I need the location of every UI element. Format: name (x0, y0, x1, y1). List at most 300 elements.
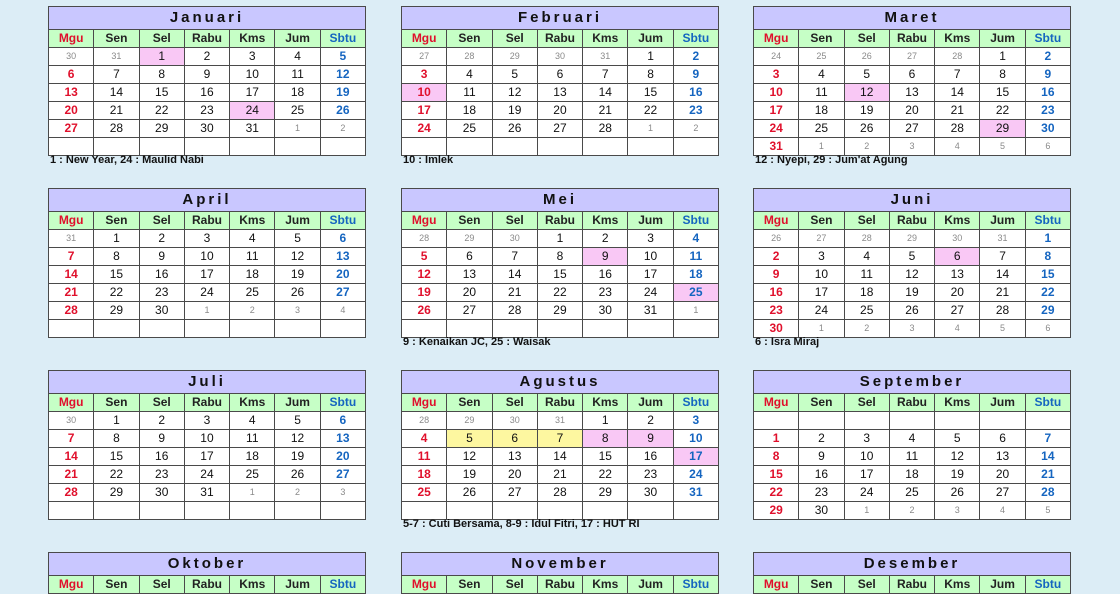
day-cell (184, 138, 229, 156)
holiday-note: 6 : Isra Miraj (755, 336, 820, 348)
day-cell: 20 (320, 448, 365, 466)
day-cell: 22 (754, 484, 799, 502)
day-cell: 13 (320, 430, 365, 448)
month-title: Februari (402, 7, 719, 30)
day-cell (402, 502, 447, 520)
day-cell: 1 (754, 430, 799, 448)
day-cell: 22 (94, 466, 139, 484)
day-cell (49, 502, 94, 520)
day-header: Sen (799, 30, 844, 48)
day-cell (1025, 412, 1070, 430)
day-header: Sen (447, 212, 492, 230)
day-cell: 1 (1025, 230, 1070, 248)
day-cell (492, 502, 537, 520)
day-cell: 23 (799, 484, 844, 502)
day-cell: 19 (844, 102, 889, 120)
day-header: Jum (980, 576, 1025, 594)
day-cell: 19 (889, 284, 934, 302)
day-header: Mgu (754, 576, 799, 594)
day-cell: 19 (275, 266, 320, 284)
day-cell: 17 (402, 102, 447, 120)
day-cell: 18 (673, 266, 718, 284)
day-cell: 27 (320, 466, 365, 484)
day-header: Kms (583, 30, 628, 48)
day-cell: 28 (49, 302, 94, 320)
month-september (753, 370, 1071, 520)
holiday-day-cell: 6 (492, 430, 537, 448)
day-cell: 23 (628, 466, 673, 484)
day-cell (184, 502, 229, 520)
day-cell: 11 (230, 248, 275, 266)
day-cell: 21 (935, 102, 980, 120)
day-cell: 18 (230, 448, 275, 466)
day-cell (94, 138, 139, 156)
day-cell: 19 (275, 448, 320, 466)
week-row (402, 430, 719, 448)
day-cell: 10 (184, 248, 229, 266)
day-cell: 24 (402, 120, 447, 138)
day-cell: 6 (320, 412, 365, 430)
day-cell: 29 (139, 120, 184, 138)
holiday-day-cell: 25 (673, 284, 718, 302)
day-cell: 30 (139, 302, 184, 320)
month-table (401, 6, 719, 156)
week-row (49, 230, 366, 248)
day-cell: 12 (889, 266, 934, 284)
day-cell: 24 (754, 48, 799, 66)
day-cell: 25 (799, 48, 844, 66)
week-row (402, 412, 719, 430)
day-cell: 31 (537, 412, 582, 430)
day-cell: 10 (184, 430, 229, 448)
day-cell: 23 (754, 302, 799, 320)
day-cell (583, 138, 628, 156)
day-header: Jum (628, 576, 673, 594)
day-cell (447, 138, 492, 156)
day-cell: 23 (139, 284, 184, 302)
month-title: Agustus (402, 371, 719, 394)
day-header: Rabu (889, 30, 934, 48)
day-cell: 3 (402, 66, 447, 84)
day-header: Sen (94, 212, 139, 230)
day-cell: 28 (980, 302, 1025, 320)
month-title: Maret (754, 7, 1071, 30)
day-cell (583, 502, 628, 520)
day-cell: 29 (447, 230, 492, 248)
day-cell: 3 (184, 230, 229, 248)
day-cell: 25 (447, 120, 492, 138)
day-header: Kms (583, 576, 628, 594)
day-cell (184, 320, 229, 338)
day-cell (139, 502, 184, 520)
week-row (402, 320, 719, 338)
day-header: Rabu (537, 30, 582, 48)
day-cell: 2 (844, 320, 889, 338)
day-cell: 5 (980, 320, 1025, 338)
day-header: Jum (628, 394, 673, 412)
day-header: Rabu (537, 576, 582, 594)
day-cell: 25 (230, 284, 275, 302)
day-cell: 3 (889, 320, 934, 338)
day-cell: 22 (94, 284, 139, 302)
day-cell: 4 (799, 66, 844, 84)
day-cell: 7 (49, 248, 94, 266)
day-cell: 7 (49, 430, 94, 448)
day-header: Sbtu (1025, 394, 1070, 412)
week-row (402, 266, 719, 284)
day-cell: 4 (980, 502, 1025, 520)
day-cell: 31 (49, 230, 94, 248)
day-cell (980, 412, 1025, 430)
day-cell: 16 (754, 284, 799, 302)
day-header: Sbtu (320, 30, 365, 48)
month-april (48, 188, 366, 338)
day-cell: 2 (139, 412, 184, 430)
day-cell: 29 (889, 230, 934, 248)
day-cell: 30 (1025, 120, 1070, 138)
day-cell: 2 (184, 48, 229, 66)
day-cell: 30 (139, 484, 184, 502)
month-title: September (754, 371, 1071, 394)
day-cell: 28 (1025, 484, 1070, 502)
day-cell: 27 (799, 230, 844, 248)
day-cell: 27 (889, 120, 934, 138)
month-table (401, 188, 719, 338)
day-header: Kms (583, 212, 628, 230)
day-cell (754, 412, 799, 430)
day-cell: 27 (49, 120, 94, 138)
day-cell: 5 (320, 48, 365, 66)
day-header: Kms (935, 576, 980, 594)
day-header: Mgu (402, 576, 447, 594)
day-cell: 3 (230, 48, 275, 66)
day-cell: 16 (1025, 84, 1070, 102)
day-header: Sen (94, 30, 139, 48)
day-cell: 9 (754, 266, 799, 284)
day-cell (275, 138, 320, 156)
day-cell: 17 (184, 266, 229, 284)
day-cell: 2 (889, 502, 934, 520)
day-cell: 4 (447, 66, 492, 84)
month-januari (48, 6, 366, 156)
day-cell: 26 (754, 230, 799, 248)
day-cell (492, 138, 537, 156)
day-cell: 11 (889, 448, 934, 466)
day-header: Jum (275, 576, 320, 594)
day-header: Sen (447, 394, 492, 412)
day-cell: 17 (799, 284, 844, 302)
day-header: Mgu (402, 394, 447, 412)
day-cell: 26 (447, 484, 492, 502)
day-cell: 18 (889, 466, 934, 484)
day-cell: 6 (447, 248, 492, 266)
day-cell: 6 (980, 430, 1025, 448)
day-cell: 21 (980, 284, 1025, 302)
week-row (754, 412, 1071, 430)
day-cell: 14 (492, 266, 537, 284)
day-cell: 2 (275, 484, 320, 502)
day-cell: 21 (49, 466, 94, 484)
day-header: Sen (799, 212, 844, 230)
day-cell: 5 (935, 430, 980, 448)
day-header: Rabu (889, 394, 934, 412)
month-juli (48, 370, 366, 520)
day-cell: 9 (184, 66, 229, 84)
day-cell: 30 (935, 230, 980, 248)
day-cell (628, 138, 673, 156)
day-cell: 16 (673, 84, 718, 102)
day-cell: 2 (673, 48, 718, 66)
holiday-note: 12 : Nyepi, 29 : Jum'at Agung (755, 154, 908, 166)
day-cell: 10 (230, 66, 275, 84)
day-cell: 27 (492, 484, 537, 502)
day-cell: 17 (754, 102, 799, 120)
day-cell: 15 (94, 266, 139, 284)
day-cell (139, 320, 184, 338)
month-table (753, 188, 1071, 338)
day-cell: 16 (799, 466, 844, 484)
day-cell: 8 (1025, 248, 1070, 266)
week-row (49, 266, 366, 284)
day-cell: 8 (628, 66, 673, 84)
day-cell: 14 (1025, 448, 1070, 466)
day-cell: 9 (139, 248, 184, 266)
day-cell: 27 (935, 302, 980, 320)
day-cell: 4 (230, 230, 275, 248)
day-header: Kms (583, 394, 628, 412)
day-cell: 20 (49, 102, 94, 120)
day-cell: 6 (1025, 320, 1070, 338)
day-cell (673, 502, 718, 520)
month-title: Desember (754, 553, 1071, 576)
month-title: Oktober (49, 553, 366, 576)
week-row (754, 120, 1071, 138)
day-cell: 12 (275, 430, 320, 448)
day-cell: 21 (94, 102, 139, 120)
day-cell: 1 (184, 302, 229, 320)
day-cell: 6 (49, 66, 94, 84)
week-row (49, 320, 366, 338)
week-row (49, 430, 366, 448)
day-cell (447, 502, 492, 520)
day-cell: 3 (184, 412, 229, 430)
day-cell: 5 (980, 138, 1025, 156)
day-cell (673, 320, 718, 338)
day-header: Jum (980, 212, 1025, 230)
day-cell: 20 (980, 466, 1025, 484)
day-cell: 11 (230, 430, 275, 448)
holiday-note: 5-7 : Cuti Bersama, 8-9 : Idul Fitri, 17 : HUT RI (403, 518, 640, 530)
week-row (402, 302, 719, 320)
week-row (49, 84, 366, 102)
week-row (754, 230, 1071, 248)
day-header: Mgu (402, 212, 447, 230)
day-cell: 16 (184, 84, 229, 102)
day-cell: 9 (673, 66, 718, 84)
day-cell: 2 (583, 230, 628, 248)
day-cell (402, 138, 447, 156)
holiday-day-cell: 17 (673, 448, 718, 466)
day-cell: 31 (628, 302, 673, 320)
day-cell: 26 (844, 120, 889, 138)
day-cell: 29 (94, 484, 139, 502)
day-cell: 10 (799, 266, 844, 284)
month-mei (401, 188, 719, 338)
day-cell: 6 (320, 230, 365, 248)
day-cell: 13 (492, 448, 537, 466)
month-title: Juli (49, 371, 366, 394)
holiday-day-cell: 9 (628, 430, 673, 448)
day-cell: 2 (139, 230, 184, 248)
week-row (402, 138, 719, 156)
day-header: Sen (799, 576, 844, 594)
day-cell: 7 (980, 248, 1025, 266)
day-cell: 11 (447, 84, 492, 102)
day-cell: 25 (402, 484, 447, 502)
week-row (49, 120, 366, 138)
day-cell: 13 (49, 84, 94, 102)
day-cell: 26 (889, 302, 934, 320)
day-cell: 6 (889, 66, 934, 84)
day-cell: 3 (673, 412, 718, 430)
day-cell (230, 502, 275, 520)
day-header: Sbtu (673, 212, 718, 230)
day-cell: 28 (537, 484, 582, 502)
day-cell: 3 (628, 230, 673, 248)
day-cell: 22 (139, 102, 184, 120)
day-header: Mgu (49, 394, 94, 412)
month-table (48, 188, 366, 338)
day-cell: 26 (492, 120, 537, 138)
day-cell: 23 (673, 102, 718, 120)
week-row (754, 448, 1071, 466)
week-row (402, 484, 719, 502)
day-cell: 30 (754, 320, 799, 338)
day-cell: 9 (1025, 66, 1070, 84)
day-cell: 25 (230, 466, 275, 484)
day-cell: 5 (1025, 502, 1070, 520)
day-cell: 19 (320, 84, 365, 102)
day-header: Sbtu (673, 576, 718, 594)
month-agustus (401, 370, 719, 520)
day-cell: 2 (628, 412, 673, 430)
day-header: Mgu (49, 30, 94, 48)
day-cell (139, 138, 184, 156)
day-cell: 9 (139, 430, 184, 448)
month-table (753, 370, 1071, 520)
day-cell (230, 138, 275, 156)
day-cell: 24 (184, 284, 229, 302)
day-cell: 18 (402, 466, 447, 484)
day-cell: 29 (583, 484, 628, 502)
day-cell: 8 (754, 448, 799, 466)
day-header: Sel (844, 212, 889, 230)
day-cell: 24 (799, 302, 844, 320)
day-cell: 10 (628, 248, 673, 266)
day-cell: 1 (980, 48, 1025, 66)
day-cell: 15 (628, 84, 673, 102)
day-cell: 13 (447, 266, 492, 284)
week-row (49, 302, 366, 320)
day-cell: 23 (1025, 102, 1070, 120)
day-cell: 27 (320, 284, 365, 302)
day-cell (537, 320, 582, 338)
holiday-note: 9 : Kenaikan JC, 25 : Waisak (403, 336, 551, 348)
day-cell: 2 (1025, 48, 1070, 66)
day-header: Rabu (184, 394, 229, 412)
day-cell (49, 320, 94, 338)
day-cell: 1 (94, 412, 139, 430)
day-header: Sel (492, 394, 537, 412)
day-cell: 31 (230, 120, 275, 138)
day-cell: 20 (320, 266, 365, 284)
day-cell: 20 (935, 284, 980, 302)
day-cell: 30 (49, 48, 94, 66)
week-row (402, 502, 719, 520)
day-cell (628, 320, 673, 338)
day-cell: 19 (935, 466, 980, 484)
day-cell: 31 (754, 138, 799, 156)
day-cell (402, 320, 447, 338)
week-row (402, 466, 719, 484)
day-header: Sel (492, 30, 537, 48)
day-cell: 12 (275, 248, 320, 266)
day-cell: 4 (275, 48, 320, 66)
day-header: Sel (139, 394, 184, 412)
day-cell: 25 (275, 102, 320, 120)
day-cell: 11 (402, 448, 447, 466)
day-header: Sbtu (673, 30, 718, 48)
month-title: November (402, 553, 719, 576)
day-cell (230, 320, 275, 338)
day-cell: 16 (583, 266, 628, 284)
day-cell: 14 (583, 84, 628, 102)
day-cell: 8 (94, 248, 139, 266)
day-cell: 17 (230, 84, 275, 102)
day-cell: 1 (628, 48, 673, 66)
week-row (49, 102, 366, 120)
day-header: Jum (628, 212, 673, 230)
day-cell: 21 (583, 102, 628, 120)
day-cell: 23 (583, 284, 628, 302)
day-cell: 2 (799, 430, 844, 448)
day-cell: 4 (935, 320, 980, 338)
day-cell: 21 (492, 284, 537, 302)
day-cell (447, 320, 492, 338)
day-cell: 4 (673, 230, 718, 248)
day-cell: 15 (537, 266, 582, 284)
month-table (753, 6, 1071, 156)
day-cell: 30 (49, 412, 94, 430)
day-header: Mgu (49, 576, 94, 594)
day-cell: 29 (94, 302, 139, 320)
day-cell: 16 (628, 448, 673, 466)
day-cell: 17 (628, 266, 673, 284)
day-cell: 22 (628, 102, 673, 120)
day-cell: 15 (1025, 266, 1070, 284)
day-cell: 11 (799, 84, 844, 102)
month-table (48, 6, 366, 156)
day-cell: 7 (935, 66, 980, 84)
day-header: Rabu (537, 394, 582, 412)
day-cell: 16 (139, 448, 184, 466)
day-cell: 5 (275, 230, 320, 248)
day-cell: 2 (230, 302, 275, 320)
day-cell: 7 (583, 66, 628, 84)
day-cell: 4 (230, 412, 275, 430)
day-cell: 21 (537, 466, 582, 484)
day-cell: 4 (402, 430, 447, 448)
